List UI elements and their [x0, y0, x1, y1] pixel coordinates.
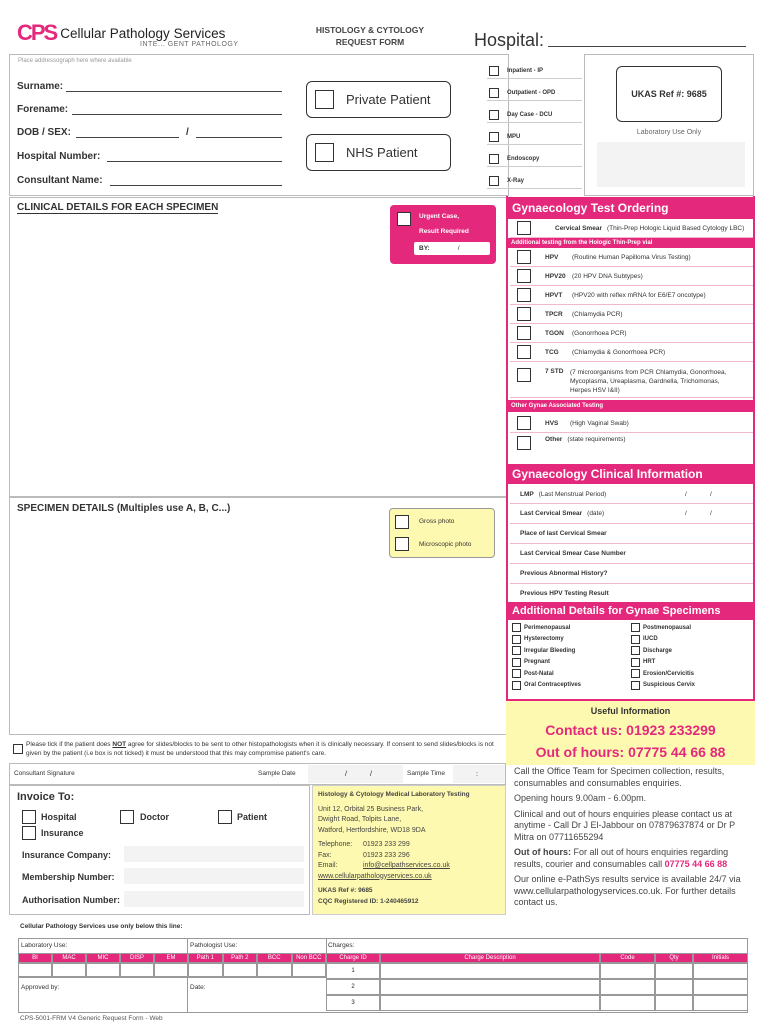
sample-time-label: Sample Time — [407, 770, 445, 777]
dob-sex-label: DOB / SEX: — [17, 127, 71, 138]
gynae-detail-checkbox[interactable] — [512, 681, 521, 690]
pathologist-cell[interactable] — [188, 963, 223, 977]
patient-type-checkbox[interactable] — [489, 66, 499, 76]
membership-number-field[interactable] — [124, 868, 304, 884]
gynae-test-checkbox[interactable] — [517, 288, 531, 302]
patient-type-label: MPU — [507, 134, 521, 140]
gynae-test-row[interactable] — [510, 286, 753, 305]
gynae-detail-label: Perimenopausal — [524, 624, 571, 631]
clinical-title: CLINICAL DETAILS FOR EACH SPECIMEN — [17, 202, 219, 213]
pathologist-column-header: Path 1 — [188, 953, 223, 963]
gynae-clinical-title: Gynaecology Clinical Information — [508, 464, 754, 484]
surname-label: Surname: — [17, 81, 64, 92]
invoice-title: Invoice To: — [17, 791, 75, 803]
charge-qty-cell[interactable] — [655, 995, 693, 1011]
hospital-number-input[interactable] — [107, 161, 282, 162]
std-code: 7 STD — [545, 368, 564, 375]
pathologist-cell[interactable] — [292, 963, 327, 977]
invoice-insurance-checkbox[interactable] — [22, 826, 36, 840]
gynae-test-checkbox[interactable] — [517, 307, 531, 321]
micro-photo-label: Microscopic photo — [419, 541, 472, 548]
gynae-test-title: Gynaecology Test Ordering — [508, 197, 754, 219]
sample-date-slash-1: / — [345, 771, 347, 778]
date-label: Date: — [190, 984, 206, 991]
charge-description-cell[interactable] — [380, 995, 600, 1011]
last-smear-label: Last Cervical Smear — [520, 510, 583, 517]
lab-cqc: CQC Registered ID: 1-240465912 — [318, 897, 419, 905]
urgent-box — [390, 205, 496, 264]
gynae-test-code: HPVT — [545, 291, 563, 299]
lab-use-cell[interactable] — [120, 963, 154, 977]
lab-use-title: Cellular Pathology Services use only below this line: — [20, 923, 183, 930]
forename-label: Forename: — [17, 104, 69, 115]
form-title — [300, 24, 440, 48]
nhs-patient-option[interactable] — [306, 134, 451, 171]
charge-description-cell[interactable] — [380, 963, 600, 979]
lab-use-divider — [18, 953, 748, 954]
lab-tel-label: Telephone: — [318, 841, 353, 848]
lab-fax-row — [318, 851, 506, 862]
private-patient-option[interactable] — [306, 81, 451, 118]
last-smear-slash-1: / — [685, 510, 687, 517]
other-gynae-header: Other Gynae Associated Testing — [508, 400, 754, 412]
hpv-result-label: Previous HPV Testing Result — [520, 589, 609, 597]
gynae-test-row[interactable] — [510, 324, 753, 343]
charge-qty-cell[interactable] — [655, 979, 693, 995]
gynae-detail-checkbox[interactable] — [512, 623, 521, 632]
other-row[interactable] — [510, 433, 753, 463]
lab-fax-label: Fax: — [318, 851, 332, 859]
sample-time-colon: : — [476, 771, 478, 778]
patient-type-label: Day Case - DCU — [507, 112, 553, 118]
hpv-result-row[interactable] — [510, 584, 753, 602]
patient-type-option[interactable] — [487, 108, 582, 123]
gynae-test-code: HPV20 — [545, 272, 566, 280]
sample-time-field[interactable] — [453, 765, 505, 783]
gynae-test-checkbox[interactable] — [517, 345, 531, 359]
charge-initials-cell[interactable] — [693, 979, 748, 995]
hvs-row[interactable] — [510, 414, 753, 433]
lab-address-line-3: Watford, Hertfordshire, WD18 9DA — [318, 826, 426, 834]
lab-fax: 01923 233 296 — [363, 851, 410, 859]
lab-ukas: UKAS Ref #: 9685 — [318, 887, 373, 894]
hospital-number-label: Hospital Number: — [17, 151, 101, 162]
gynae-detail-option[interactable] — [512, 623, 570, 632]
consent-text-1: Please tick if the patient does — [26, 741, 111, 748]
gynae-detail-label: Pregnant — [524, 659, 551, 665]
std-desc-3: Herpes HSV I&II) — [570, 387, 620, 394]
gynae-test-desc: (Chlamydia & Gonorrhoea PCR) — [572, 348, 666, 356]
out-of-hours-phone: Out of hours: 07775 44 66 88 — [535, 744, 726, 760]
lmp-label: LMP — [520, 490, 534, 498]
consent-not: NOT — [112, 741, 127, 748]
gynae-test-desc: (Gonorrhoea PCR) — [572, 329, 627, 337]
useful-p4-text: For all out of hours enquiries regarding results, courier and consumables call — [514, 847, 729, 869]
hvs-desc: (High Vaginal Swab) — [570, 419, 629, 427]
useful-p3: Clinical and out of hours enquiries please contact us at anytime - Call Dr J El-Jabbour on 07879637874 or Dr P Mitra on 07711655294 — [514, 808, 735, 842]
cervical-smear-row[interactable] — [510, 219, 753, 238]
std-desc-1: (7 microorganisms from PCR Chlamydia, Gonorrhoea, — [570, 369, 727, 376]
insurance-company-label: Insurance Company: — [22, 850, 112, 860]
std-desc-2: Mycoplasma, Ureaplasma, Gardnella, Trichomonas, — [570, 378, 720, 385]
sex-input[interactable] — [196, 137, 282, 138]
cervical-smear-desc: (Thin-Prep Hologic Liquid Based Cytology LBC) — [606, 224, 745, 232]
lmp-desc: (Last Menstrual Period) — [538, 490, 607, 498]
gross-photo-label: Gross photo — [419, 518, 455, 525]
charge-row-number: 3 — [326, 995, 380, 1011]
lab-use-cell[interactable] — [86, 963, 120, 977]
gynae-test-code: TGON — [545, 329, 564, 337]
lab-use-column-header: DISP — [120, 953, 154, 963]
gynae-detail-checkbox[interactable] — [512, 635, 521, 644]
nhs-patient-label: NHS Patient — [346, 145, 418, 160]
lab-use-cell[interactable] — [154, 963, 188, 977]
membership-number-label: Membership Number: — [22, 872, 115, 882]
lab-use-cell[interactable] — [18, 963, 52, 977]
gynae-detail-label: Post-Natal — [524, 670, 554, 677]
micro-photo-checkbox[interactable] — [395, 537, 409, 551]
gynae-test-row[interactable] — [510, 343, 753, 362]
gynae-detail-label: Suspicious Cervix — [643, 682, 696, 688]
cervical-smear-checkbox[interactable] — [517, 221, 531, 235]
private-patient-label: Private Patient — [346, 92, 431, 107]
urgent-by-label: BY: — [419, 245, 430, 252]
pathologist-use-label: Pathologist Use: — [190, 942, 238, 949]
patient-type-option[interactable] — [487, 86, 582, 101]
lab-address-title: Histology & Cytology Medical Laboratory Testing — [318, 791, 470, 798]
specimen-title: SPECIMEN DETAILS (Multiples use A, B, C...) — [17, 503, 231, 514]
charge-initials-header: Initials — [693, 953, 748, 963]
hvs-checkbox[interactable] — [517, 416, 531, 430]
sample-date-label: Sample Date — [258, 770, 296, 777]
last-smear-row[interactable] — [510, 504, 753, 524]
hospital-label: Hospital: — [474, 30, 545, 50]
useful-p4 — [514, 847, 750, 870]
patient-type-checkbox[interactable] — [489, 154, 499, 164]
abnormal-history-row[interactable] — [510, 564, 753, 584]
consultant-signature-field[interactable] — [90, 765, 254, 783]
patient-type-label: Inpatient - IP — [507, 68, 543, 74]
dob-sex-slash: / — [186, 127, 189, 138]
gynae-detail-label: IUCD — [643, 636, 658, 642]
invoice-hospital-checkbox[interactable] — [22, 810, 36, 824]
other-code: Other — [545, 436, 563, 443]
useful-p1: Call the Office Team for Specimen collection, results, consumables and consumables enquiries. — [514, 766, 725, 788]
lab-use-divider — [326, 938, 327, 953]
abnormal-history-label: Previous Abnormal History? — [520, 570, 608, 577]
additional-testing-header: Additional testing from the Hologic Thin-Prep vial — [508, 238, 754, 248]
gynae-detail-label: Erosion/Cervicitis — [643, 670, 695, 677]
patient-type-label: Outpatient - OPD — [507, 90, 556, 96]
charge-row-number: 1 — [326, 963, 380, 979]
lab-use-only: Laboratory Use Only — [636, 129, 702, 136]
consultant-signature-label: Consultant Signature — [14, 770, 75, 777]
patient-type-checkbox[interactable] — [489, 88, 499, 98]
invoice-insurance-option[interactable] — [22, 826, 84, 840]
lab-use-divider — [18, 977, 326, 978]
lab-tel-row — [318, 840, 506, 851]
place-smear-row[interactable] — [510, 524, 753, 544]
charge-description-cell[interactable] — [380, 979, 600, 995]
consent-checkbox[interactable] — [13, 744, 23, 754]
useful-p4-bold: Out of hours: — [514, 847, 571, 857]
useful-p5: Our online e-PathSys results service is available 24/7 via www.cellularpathologyservices.co.uk. For further details contact us. — [514, 874, 741, 907]
charge-initials-cell[interactable] — [693, 963, 748, 979]
company-name: Cellular Pathology Services — [60, 25, 226, 41]
lab-use-column-header: MAC — [52, 953, 86, 963]
forename-input[interactable] — [72, 114, 282, 115]
consent-text — [26, 740, 504, 758]
invoice-hospital-option[interactable] — [22, 810, 77, 824]
charge-qty-cell[interactable] — [655, 963, 693, 979]
gynae-detail-label: Postmenopausal — [643, 624, 692, 631]
pathologist-cell[interactable] — [257, 963, 292, 977]
gynae-detail-option[interactable] — [512, 635, 564, 644]
dob-input[interactable] — [76, 137, 179, 138]
patient-type-option[interactable] — [487, 64, 582, 79]
gynae-detail-checkbox[interactable] — [512, 658, 521, 667]
patient-type-checkbox[interactable] — [489, 132, 499, 142]
ukas-ref-box — [616, 66, 722, 122]
gynae-detail-checkbox[interactable] — [512, 646, 521, 655]
gynae-test-code: HPV — [545, 253, 559, 261]
gynae-detail-checkbox[interactable] — [631, 635, 640, 644]
gynae-detail-option[interactable] — [631, 635, 658, 644]
insurance-company-field[interactable] — [124, 846, 304, 862]
std-row[interactable] — [510, 362, 753, 398]
useful-p4-number: 07775 44 66 88 — [664, 858, 728, 869]
invoice-patient-label: Patient — [237, 812, 268, 822]
invoice-patient-checkbox[interactable] — [218, 810, 232, 824]
hvs-code: HVS — [545, 419, 559, 427]
pathologist-cell[interactable] — [223, 963, 258, 977]
hospital-input[interactable] — [548, 46, 746, 47]
form-title-line-1: HISTOLOGY & CYTOLOGY — [315, 25, 425, 35]
case-number-row[interactable] — [510, 544, 753, 564]
patient-type-option[interactable] — [487, 130, 582, 145]
lab-use-column-header: BI — [18, 953, 52, 963]
authorisation-number-field[interactable] — [124, 891, 304, 907]
invoice-doctor-option[interactable] — [120, 810, 169, 824]
patient-type-checkbox[interactable] — [489, 110, 499, 120]
gynae-detail-label: Discharge — [643, 647, 673, 654]
gynae-detail-option[interactable] — [631, 681, 695, 690]
gynae-test-desc: (Chlamydia PCR) — [572, 310, 623, 318]
gynae-detail-checkbox[interactable] — [631, 623, 640, 632]
useful-p2: Opening hours 9.00am - 6.00pm. — [514, 793, 647, 803]
lab-email-link[interactable]: info@cellpathservices.co.uk — [363, 862, 450, 869]
lmp-slash-2: / — [710, 490, 712, 498]
last-smear-desc: (date) — [587, 510, 605, 517]
charge-qty-header: Qty — [655, 953, 693, 963]
invoice-patient-option[interactable] — [218, 810, 267, 824]
lab-use-column-header: EM — [154, 953, 188, 963]
patient-type-label: Endoscopy — [507, 156, 540, 162]
pathologist-column-header: BCC — [257, 953, 292, 963]
charges-label: Charges: — [328, 942, 355, 949]
other-desc: (state requirements) — [567, 436, 626, 443]
patient-type-checkbox[interactable] — [489, 176, 499, 186]
result-required-label: Result Required — [419, 228, 469, 235]
private-patient-checkbox[interactable] — [315, 90, 334, 109]
gynae-detail-option[interactable] — [631, 658, 655, 667]
other-checkbox[interactable] — [517, 436, 531, 450]
lab-email-row — [318, 861, 506, 872]
last-smear-slash-2: / — [710, 510, 712, 517]
gynae-test-desc: (Routine Human Papilloma Virus Testing) — [572, 253, 691, 261]
gynae-test-desc: (20 HPV DNA Subtypes) — [572, 272, 643, 280]
gynae-test-checkbox[interactable] — [517, 250, 531, 264]
gynae-detail-checkbox[interactable] — [631, 646, 640, 655]
gynae-detail-option[interactable] — [512, 681, 581, 690]
invoice-insurance-label: Insurance — [41, 828, 84, 838]
gynae-test-checkbox[interactable] — [517, 269, 531, 283]
charge-code-cell[interactable] — [600, 979, 655, 995]
gynae-test-row[interactable] — [510, 267, 753, 286]
addressograph-hint: Place addressograph here where available — [18, 58, 132, 64]
case-number-label: Last Cervical Smear Case Number — [520, 550, 626, 557]
gynae-detail-label: Hysterectomy — [524, 636, 564, 642]
gynae-detail-label: HRT — [643, 659, 656, 665]
invoice-doctor-label: Doctor — [140, 812, 169, 822]
urgent-label: Urgent Case, — [419, 213, 460, 220]
useful-title: Useful Information — [590, 706, 671, 716]
authorisation-number-label: Authorisation Number: — [22, 895, 120, 905]
pathologist-column-header: Non BCC — [292, 953, 327, 963]
form-title-line-2: REQUEST FORM — [335, 37, 405, 47]
lab-use-column-header: MIC — [86, 953, 120, 963]
gynae-test-code: TPCR — [545, 310, 563, 318]
gynae-detail-label: Oral Contraceptives — [524, 682, 582, 688]
sample-date-field[interactable] — [308, 765, 403, 783]
lmp-row[interactable] — [510, 485, 753, 504]
gynae-detail-checkbox[interactable] — [631, 681, 640, 690]
charge-code-cell[interactable] — [600, 995, 655, 1011]
gynae-test-checkbox[interactable] — [517, 326, 531, 340]
lab-use-cell[interactable] — [52, 963, 86, 977]
charge-code-header: Code — [600, 953, 655, 963]
lab-address-line-1: Unit 12, Orbital 25 Business Park, — [318, 805, 424, 813]
pathologist-column-header: Path 2 — [223, 953, 258, 963]
lab-use-box[interactable] — [597, 142, 745, 187]
photo-box — [389, 508, 495, 558]
charge-description-header: Charge Description — [380, 953, 600, 963]
patient-type-option[interactable] — [487, 174, 582, 189]
company-tagline: INTE... GENT PATHOLOGY — [140, 41, 239, 48]
gynae-detail-checkbox[interactable] — [512, 669, 521, 678]
cervical-smear-code: Cervical Smear — [555, 224, 602, 232]
nhs-patient-checkbox[interactable] — [315, 143, 334, 162]
sample-date-slash-2: / — [370, 771, 372, 778]
consultant-name-input[interactable] — [110, 185, 282, 186]
std-checkbox[interactable] — [517, 368, 531, 382]
lmp-slash-1: / — [685, 490, 687, 498]
surname-input[interactable] — [66, 91, 282, 92]
logo-mark: CPS — [17, 20, 57, 45]
urgent-date-slash: / — [457, 245, 460, 252]
gynae-test-row[interactable] — [510, 248, 753, 267]
lab-address — [318, 790, 506, 907]
lab-address-line-2: Dwight Road, Tolpits Lane, — [318, 816, 402, 823]
charge-row-number: 2 — [326, 979, 380, 995]
patient-type-label: X-Ray — [507, 178, 525, 184]
gynae-test-desc: (HPV20 with reflex mRNA for E6/E7 oncotype) — [572, 291, 706, 299]
patient-type-option[interactable] — [487, 152, 582, 167]
lab-tel: 01923 233 299 — [363, 841, 410, 848]
lab-use-divider — [187, 938, 188, 1013]
gynae-detail-option[interactable] — [512, 658, 550, 667]
gynae-test-row[interactable] — [510, 305, 753, 324]
consent-text-2: agree for slides/blocks to be sent to other histopathologists when it is clinically necessary. If consent to — [127, 741, 422, 748]
charge-code-cell[interactable] — [600, 963, 655, 979]
urgent-checkbox[interactable] — [397, 212, 411, 226]
urgent-date-field[interactable] — [414, 242, 490, 255]
gynae-detail-option[interactable] — [631, 669, 694, 678]
gynae-detail-option[interactable] — [512, 646, 575, 655]
std-desc — [570, 368, 726, 395]
gynae-detail-option[interactable] — [512, 669, 554, 678]
ukas-ref: UKAS Ref #: 9685 — [631, 89, 707, 99]
footer-form-ref: CPS-5001-FRM V4 Generic Request Form - Web — [20, 1015, 163, 1022]
gynae-detail-label: Irregular Bleeding — [524, 647, 576, 654]
lab-web-link[interactable]: www.cellularpathologyservices.co.uk — [318, 872, 432, 880]
approved-by-label: Approved by: — [21, 984, 60, 991]
gynae-additional-title: Additional Details for Gynae Specimens — [508, 602, 754, 620]
consent-text-3: send slides/blocks is not given by the patient (i.e box is not ticked) it must be understood that this may compromise patient's care. — [26, 741, 494, 757]
gynae-detail-checkbox[interactable] — [631, 658, 640, 667]
place-smear-label: Place of last Cervical Smear — [520, 530, 607, 537]
useful-text — [514, 766, 750, 909]
invoice-hospital-label: Hospital — [41, 812, 77, 822]
gynae-test-code: TCG — [545, 348, 559, 356]
lab-email-label: Email: — [318, 862, 338, 869]
gynae-detail-option[interactable] — [631, 623, 691, 632]
gynae-detail-checkbox[interactable] — [631, 669, 640, 678]
gross-photo-checkbox[interactable] — [395, 515, 409, 529]
invoice-doctor-checkbox[interactable] — [120, 810, 134, 824]
laboratory-use-label: Laboratory Use: — [21, 942, 68, 949]
charge-id-header: Charge ID — [326, 953, 380, 963]
consultant-name-label: Consultant Name: — [17, 175, 103, 186]
charge-initials-cell[interactable] — [693, 995, 748, 1011]
gynae-detail-option[interactable] — [631, 646, 672, 655]
contact-phone: Contact us: 01923 233299 — [545, 722, 716, 738]
